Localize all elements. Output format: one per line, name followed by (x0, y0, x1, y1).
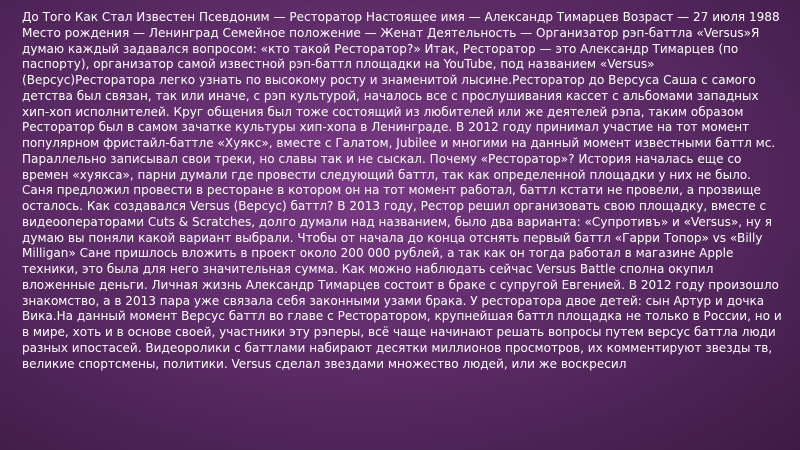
slide-body-text: До Того Как Стал Известен Псевдоним — Ресторатор Настоящее имя — Александр Тимарцев Возраст — 27 июля 1988 Место рождения — Ленинград Семейное положение — Женат Деятельность — Организатор рэп-баттла «Versus»Я думаю каждый задавался вопросом: «кто такой Ресторатор?» Итак, Ресторатор — это Александр Тимарцев (по паспорту), организатор самой известной рэп-баттл площадки на YouTube, под названием «Versus» (Версус)Ресторатора легко узнать по высокому росту и знаменитой лысине.Ресторатор до Версуса Саша с самого детства был связан, так или иначе, с рэп культурой, началось все с прослушивания кассет с альбомами западных хип-хоп исполнителей. Круг общения был тоже состоящий из любителей или же деятелей рэпа, таким образом Ресторатор был в самом зачатке культуры хип-хопа в Ленинграде. В 2012 году принимал участие на тот момент популярном фристайл-баттле «Хуякс», вместе с Галатом, Jubilee и многими на данный момент известными баттл мс. Параллельно записывал свои треки, но славы так и не сыскал. Почему «Ресторатор»? История началась еще со времен «хуякса», парни думали где провести следующий баттл, так как определенной площадки у них не было. Саня предложил провести в ресторане в котором он на тот момент работал, баттл кстати не провели, а прозвище осталось. Как создавался Versus (Версус) баттл? В 2013 году, Рестор решил организовать свою площадку, вместе с видеооператорами Cuts & Scratches, долго думали над названием, было два варианта: «Супротивъ» и «Versus», ну я думаю вы поняли какой вариант выбрали. Чтобы от начала до конца отснять первый баттл «Гарри Топор» vs «Billy Milligan» Сане пришлось вложить в проект около 200 000 рублей, а так как он тогда работал в магазине Apple техники, это была для него значительная сумма. Как можно наблюдать сейчас Versus Battle сполна окупил вложенные деньги. Личная жизнь Александр Тимарцев состоит в браке с супругой Евгенией. В 2012 году произошло знакомство, а в 2013 пара уже связала себя законными узами брака. У ресторатора двое детей: сын Артур и дочка Вика.На данный момент Версус баттл во главе с Ресторатором, крупнейшая баттл площадка не только в России, но и в мире, хоть и в основе своей, участники эту рэперы, всё чаще начинают решать вопросы путем версус баттла люди разных ипостасей. Видеоролики с баттлами набирают десятки миллионов просмотров, их комментируют звезды тв, великие спортсмены, политики. Versus сделал звездами множество людей, или же воскресил (22, 10, 782, 371)
slide-text-panel (22, 10, 782, 450)
